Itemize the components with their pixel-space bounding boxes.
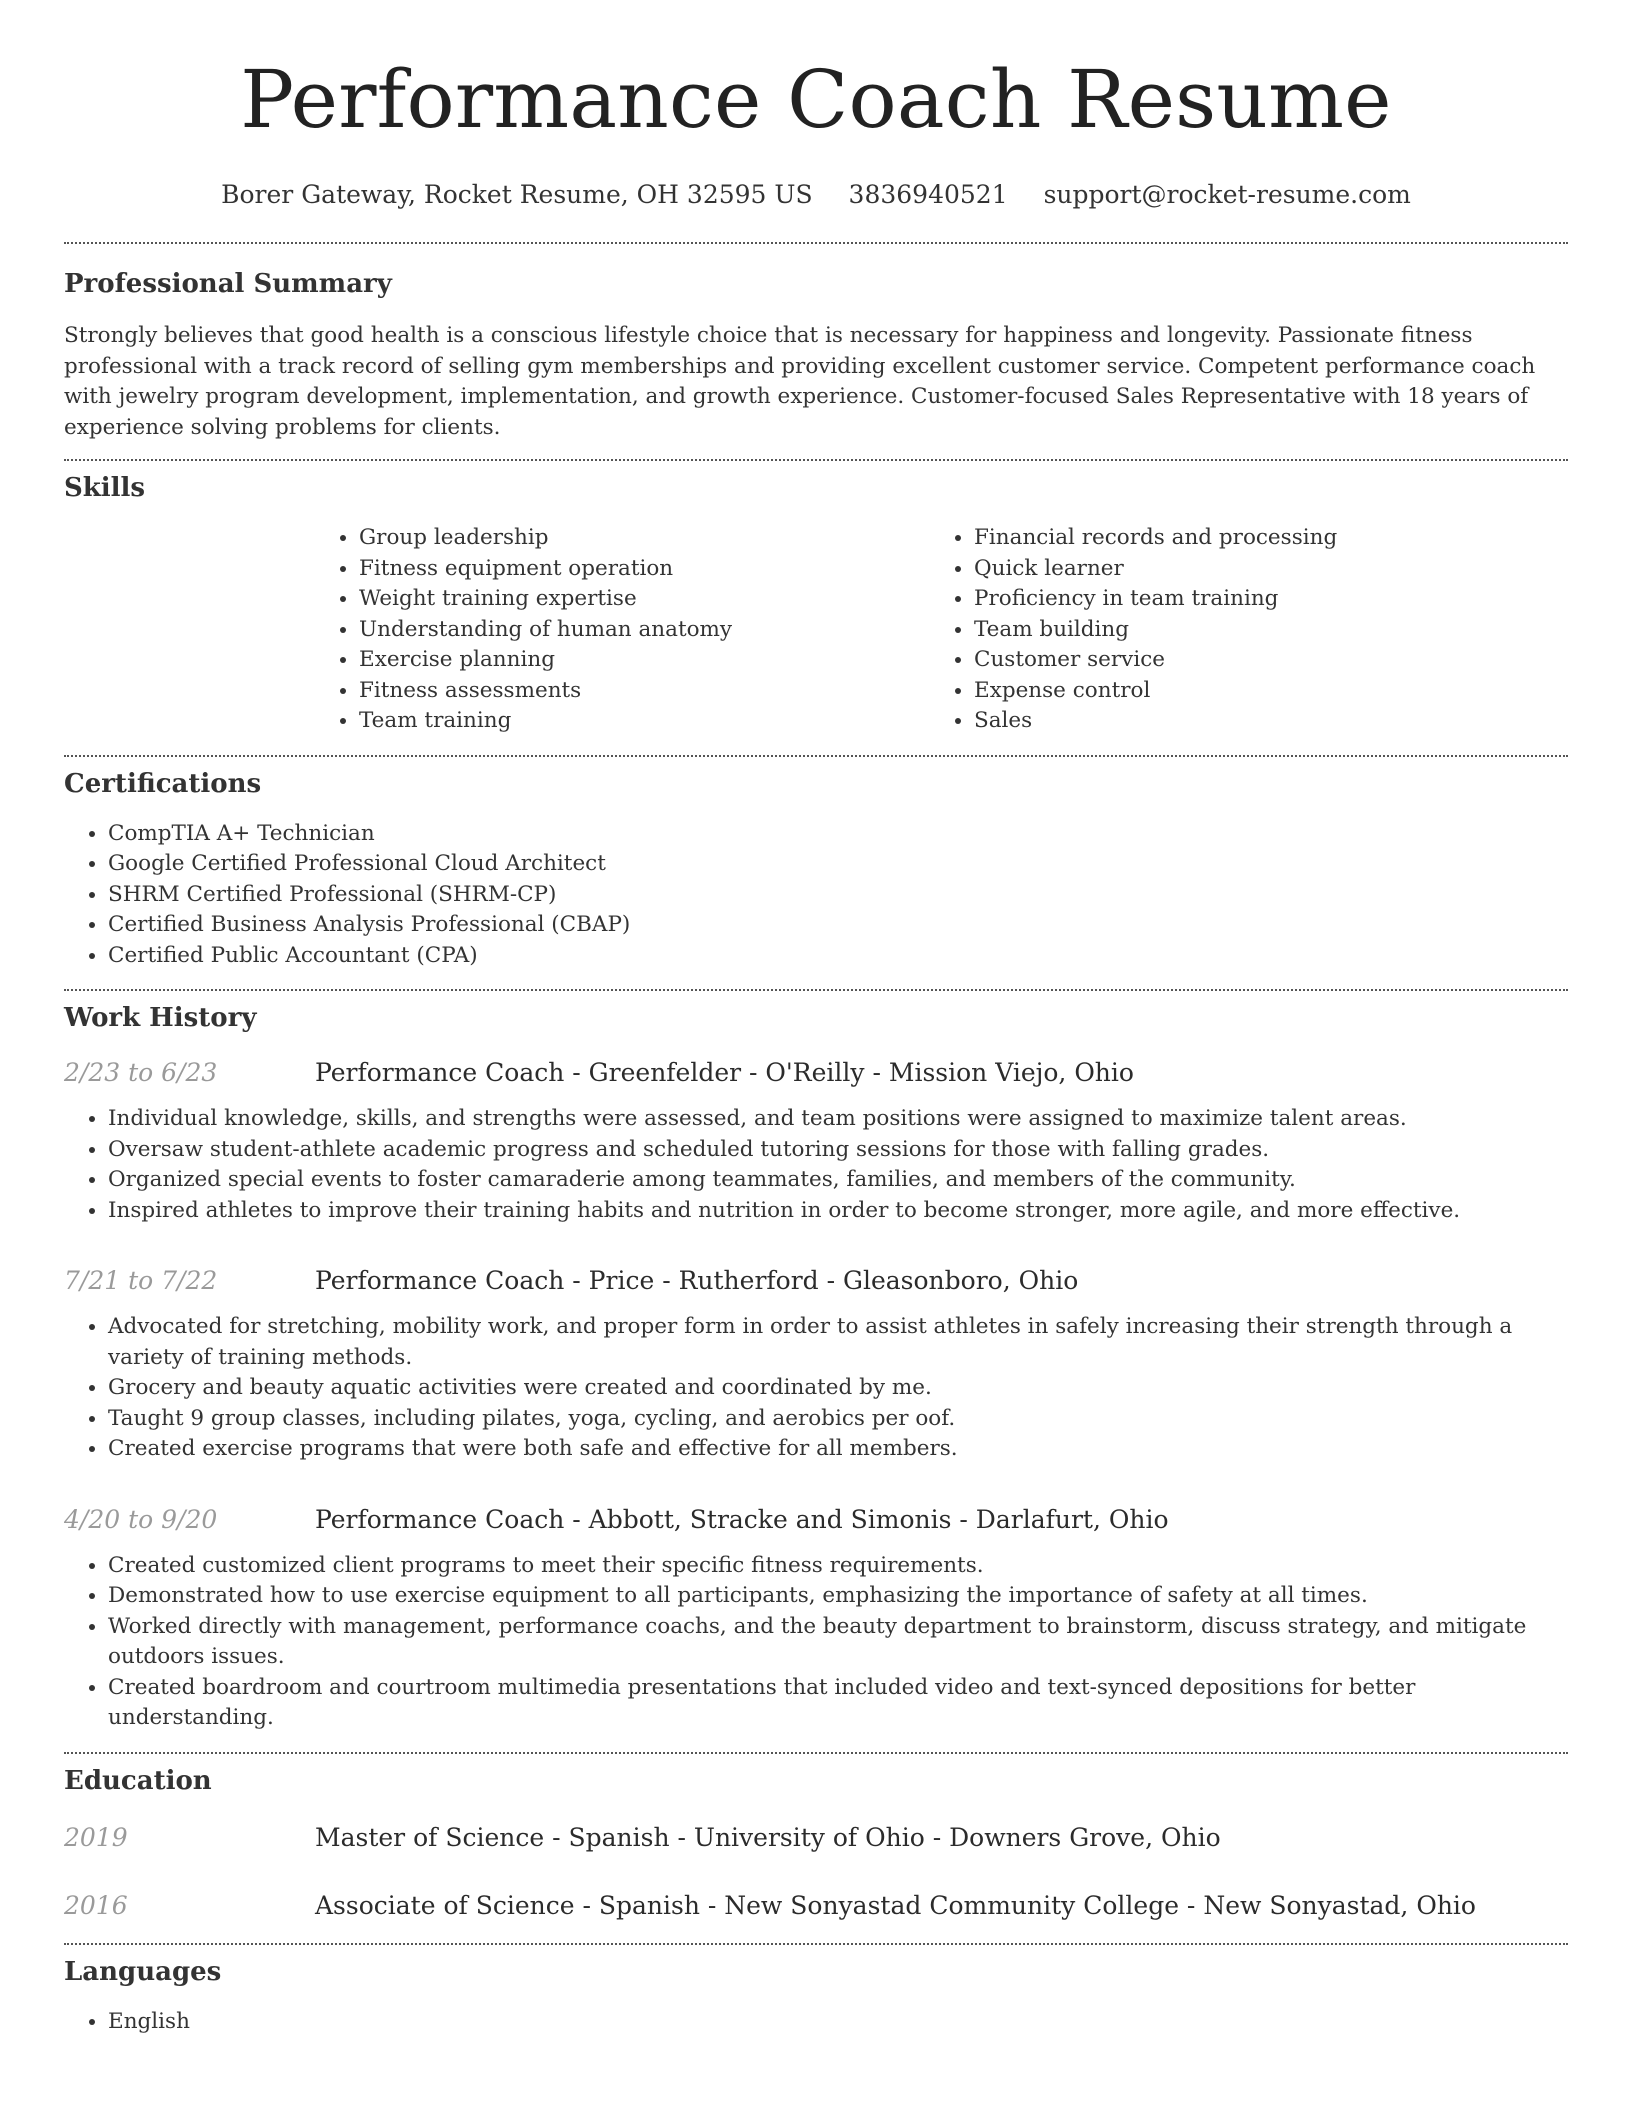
contact-line bbox=[64, 178, 1568, 212]
job-bullet: • Worked directly with management, performance coachs, and the beauty department to brainstorm, discuss strategy, and mitigate outdoors issues. bbox=[108, 1612, 1568, 1673]
skill-item: • Financial records and processing bbox=[974, 523, 1545, 554]
job-bullet: • Inspired athletes to improve their training habits and nutrition in order to become stronger, more agile, and more effective. bbox=[108, 1196, 1568, 1227]
work-history-section bbox=[64, 1000, 1568, 1734]
skills-column-left bbox=[315, 523, 930, 737]
job-bullet: • Organized special events to foster camaraderie among teammates, families, and members of the community. bbox=[108, 1165, 1568, 1196]
contact-address: Borer Gateway, Rocket Resume, OH 32595 US bbox=[221, 180, 813, 209]
resume-title: Performance Coach Resume bbox=[240, 53, 1392, 146]
job-bullet: • Taught 9 group classes, including pilates, yoga, cycling, and aerobics per oof. bbox=[108, 1404, 1568, 1435]
skill-item: • Quick learner bbox=[974, 554, 1545, 585]
education-section bbox=[64, 1763, 1568, 1923]
skills-section bbox=[64, 470, 1568, 737]
job-bullet: • Created exercise programs that were both safe and effective for all members. bbox=[108, 1434, 1568, 1465]
divider bbox=[64, 1752, 1568, 1754]
certification-item: • CompTIA A+ Technician bbox=[108, 819, 1568, 850]
skill-item: • Team training bbox=[359, 706, 930, 737]
skill-item: • Weight training expertise bbox=[359, 584, 930, 615]
language-item: • English bbox=[108, 2007, 1568, 2038]
job-bullet: • Oversaw student-athlete academic progress and scheduled tutoring sessions for those with falling grades. bbox=[108, 1135, 1568, 1166]
education-entry bbox=[64, 1821, 1568, 1855]
divider bbox=[64, 755, 1568, 757]
job-bullet: • Created customized client programs to meet their specific fitness requirements. bbox=[108, 1551, 1568, 1582]
section-heading-summary: Professional Summary bbox=[64, 269, 392, 299]
section-heading-work-history: Work History bbox=[64, 1003, 257, 1033]
certification-item: • Certified Public Accountant (CPA) bbox=[108, 941, 1568, 972]
job-entry bbox=[64, 1503, 1568, 1734]
skill-item: • Group leadership bbox=[359, 523, 930, 554]
languages-list bbox=[64, 2007, 1568, 2038]
skill-item: • Proficiency in team training bbox=[974, 584, 1545, 615]
skill-item: • Exercise planning bbox=[359, 645, 930, 676]
education-year: 2016 bbox=[64, 1890, 128, 1920]
job-entry bbox=[64, 1056, 1568, 1226]
education-degree: Master of Science - Spanish - University of Ohio - Downers Grove, Ohio bbox=[315, 1822, 1221, 1852]
skills-grid bbox=[315, 523, 1568, 737]
contact-phone: 3836940521 bbox=[848, 180, 1008, 209]
section-heading-languages: Languages bbox=[64, 1956, 222, 1987]
skills-column-right bbox=[930, 523, 1545, 737]
job-bullet: • Created boardroom and courtroom multimedia presentations that included video and text-synced depositions for better understanding. bbox=[108, 1673, 1568, 1734]
job-entry bbox=[64, 1264, 1568, 1465]
job-date: 2/23 to 6/23 bbox=[64, 1058, 218, 1087]
section-heading-education: Education bbox=[64, 1765, 212, 1796]
certification-item: • Google Certified Professional Cloud Architect bbox=[108, 849, 1568, 880]
divider bbox=[64, 242, 1568, 244]
certifications-list bbox=[64, 819, 1568, 972]
job-bullets bbox=[64, 1104, 1568, 1226]
skill-item: • Expense control bbox=[974, 676, 1545, 707]
job-title: Performance Coach - Abbott, Stracke and Simonis - Darlafurt, Ohio bbox=[315, 1504, 1169, 1534]
section-heading-skills: Skills bbox=[64, 473, 146, 503]
certification-item: • SHRM Certified Professional (SHRM-CP) bbox=[108, 880, 1568, 911]
divider bbox=[64, 459, 1568, 461]
job-bullet: • Grocery and beauty aquatic activities were created and coordinated by me. bbox=[108, 1373, 1568, 1404]
skill-item: • Understanding of human anatomy bbox=[359, 615, 930, 646]
skill-item: • Team building bbox=[974, 615, 1545, 646]
education-year: 2019 bbox=[64, 1822, 128, 1852]
skill-item: • Fitness assessments bbox=[359, 676, 930, 707]
certification-item: • Certified Business Analysis Professional (CBAP) bbox=[108, 910, 1568, 941]
job-bullets bbox=[64, 1551, 1568, 1734]
job-date: 4/20 to 9/20 bbox=[64, 1504, 218, 1534]
education-entry bbox=[64, 1889, 1568, 1923]
languages-section bbox=[64, 1954, 1568, 2038]
summary-text: Strongly believes that good health is a conscious lifestyle choice that is necessary for happiness and longevity. Passionate fitness professional with a track record of selling gym memberships and providing excellent customer service. Competent performance coach with jewelry program development, implementation, and growth experience. Customer-focused Sales Representative with 18 years of experience solving problems for clients. bbox=[64, 323, 1536, 440]
job-bullet: • Individual knowledge, skills, and strengths were assessed, and team positions were assigned to maximize talent areas. bbox=[108, 1104, 1568, 1135]
skill-item: • Sales bbox=[974, 706, 1545, 737]
divider bbox=[64, 1943, 1568, 1945]
job-bullets bbox=[64, 1312, 1568, 1465]
professional-summary-section bbox=[64, 266, 1568, 443]
job-bullet: • Advocated for stretching, mobility work, and proper form in order to assist athletes in safely increasing their strength through a variety of training methods. bbox=[108, 1312, 1568, 1373]
education-degree: Associate of Science - Spanish - New Sonyastad Community College - New Sonyastad, Ohio bbox=[315, 1890, 1476, 1920]
job-title: Performance Coach - Greenfelder - O'Reilly - Mission Viejo, Ohio bbox=[315, 1058, 1134, 1087]
contact-email: support@rocket-resume.com bbox=[1043, 180, 1411, 209]
section-heading-certifications: Certifications bbox=[64, 768, 262, 799]
job-title: Performance Coach - Price - Rutherford - Gleasonboro, Ohio bbox=[315, 1266, 1079, 1295]
job-bullet: • Demonstrated how to use exercise equipment to all participants, emphasizing the importance of safety at all times. bbox=[108, 1581, 1568, 1612]
certifications-section bbox=[64, 766, 1568, 972]
skill-item: • Customer service bbox=[974, 645, 1545, 676]
skill-item: • Fitness equipment operation bbox=[359, 554, 930, 585]
divider bbox=[64, 989, 1568, 991]
job-date: 7/21 to 7/22 bbox=[64, 1266, 218, 1295]
